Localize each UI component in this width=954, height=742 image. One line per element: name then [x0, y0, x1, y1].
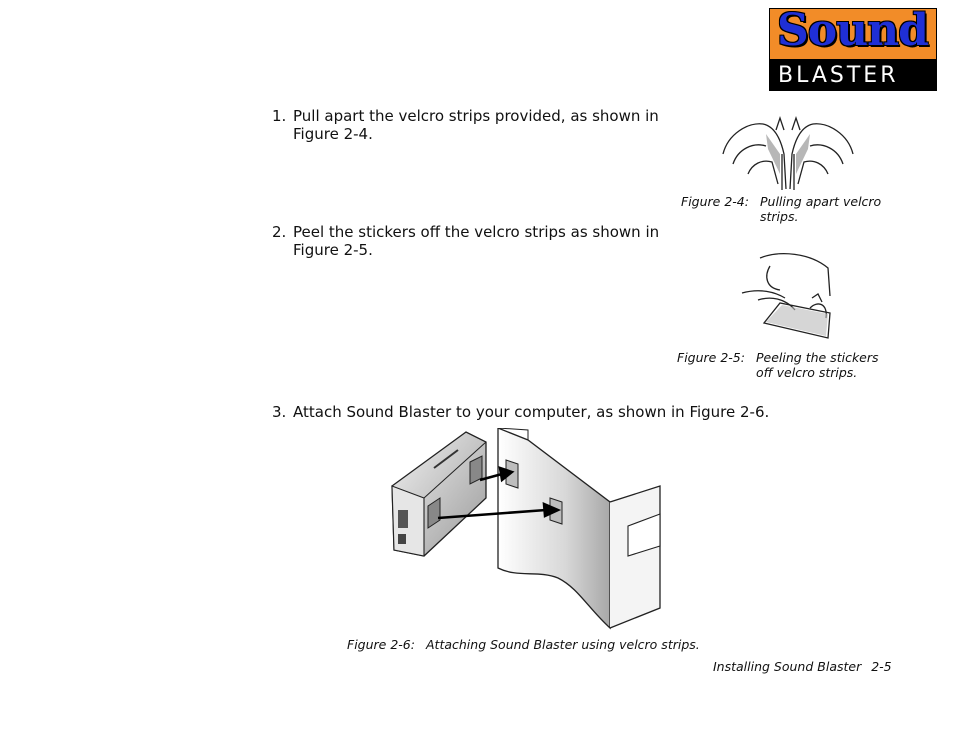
step-1 [272, 107, 672, 147]
step-text-line: Figure 2-5. [293, 241, 373, 259]
velcro-pull-illustration [718, 114, 858, 192]
figure-label: Figure 2-6: [347, 637, 415, 652]
step-text-line: Pull apart the velcro strips provided, as shown in [293, 107, 659, 125]
figure-2-5-caption [677, 350, 897, 382]
figure-2-4-caption [681, 194, 901, 226]
sound-blaster-logo [769, 8, 937, 91]
figure-caption-line: Peeling the stickers [756, 350, 879, 365]
figure-caption-line: strips. [760, 209, 799, 224]
footer-section-title: Installing Sound Blaster [713, 659, 862, 674]
step-text-line: Figure 2-4. [293, 125, 373, 143]
figure-caption-line: off velcro strips. [756, 365, 858, 380]
logo-sound-text: Sound [777, 9, 928, 56]
sticker-peel-illustration [740, 248, 836, 344]
step-text-line: Peel the stickers off the velcro strips as shown in [293, 223, 660, 241]
step-text-line: Attach Sound Blaster to your computer, as shown in Figure 2-6. [293, 403, 770, 421]
logo-blaster-text: BLASTER [778, 63, 899, 88]
step-number: 1. [272, 107, 287, 125]
figure-caption-line: Pulling apart velcro [760, 194, 882, 209]
page-number: 2-5 [871, 659, 892, 674]
device-attach-illustration [388, 428, 662, 632]
step-3 [272, 403, 832, 423]
step-number: 3. [272, 403, 287, 421]
page-footer [713, 659, 892, 674]
step-2 [272, 223, 672, 263]
figure-label: Figure 2-5: [677, 350, 745, 365]
figure-caption-line: Attaching Sound Blaster using velcro strips. [426, 637, 700, 652]
step-number: 2. [272, 223, 287, 241]
figure-label: Figure 2-4: [681, 194, 749, 209]
figure-2-6-caption [347, 637, 707, 653]
